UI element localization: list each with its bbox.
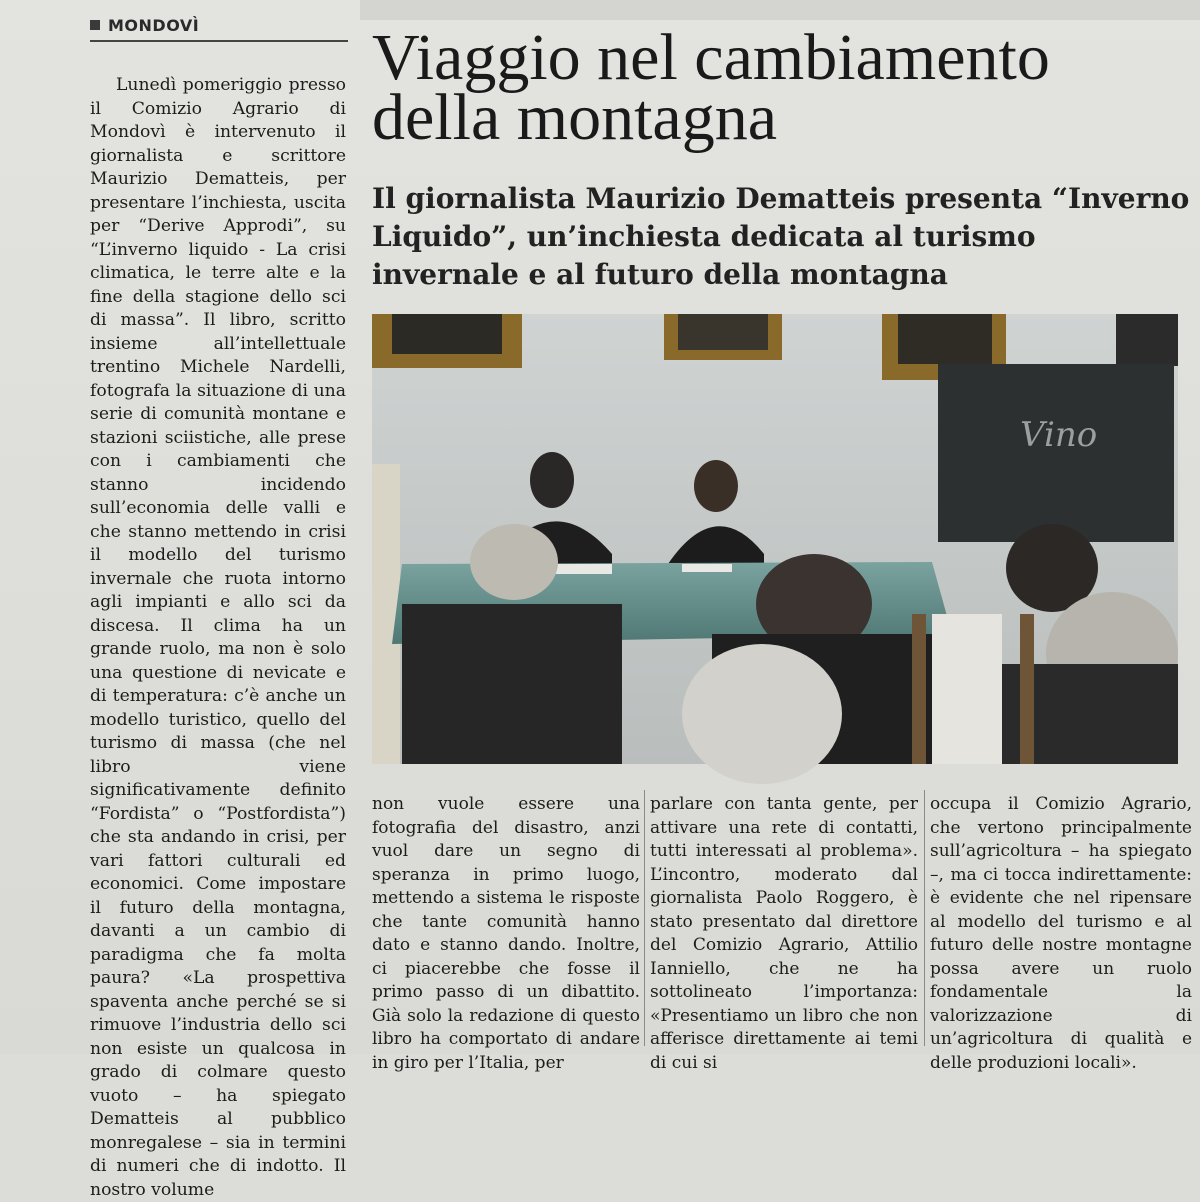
left-column xyxy=(90,74,346,1200)
article-photo xyxy=(372,314,1178,764)
headline: Viaggio nel cambiamento della montagna xyxy=(372,21,1050,154)
body-column-3 xyxy=(930,793,1192,1073)
section-rule xyxy=(90,40,348,42)
subheadline: Il giornalista Maurizio Dematteis presenta “Inverno Liquido”, un’inchiesta dedicata al turismo invernale e al futuro della montagna xyxy=(372,182,1190,291)
section-square-icon xyxy=(90,20,100,30)
blackboard-text: Vino xyxy=(1020,415,1098,455)
body-column-1 xyxy=(372,793,640,1073)
previous-article-bleed xyxy=(360,0,1200,20)
body-column-3-text: occupa il Comizio Agrario, che vertono principalmente sull’agricoltura – ha spiegato –, ma ci tocca indirettamente: è evidente che nel ripensare al modello del turismo e al futuro delle nostre montagne possa avere un ruolo fondamentale la valorizzazione di un’agricoltura di qualità e delle produzioni locali». xyxy=(930,794,1192,1073)
body-column-2 xyxy=(650,793,918,1073)
audience-head xyxy=(682,644,842,784)
speaker-2-head xyxy=(694,460,738,512)
section-label-text: MONDOVÌ xyxy=(108,15,200,35)
body-column-2-text: parlare con tanta gente, per attivare una rete di contatti, tutti interessati al problema». L’incontro, moderato dal giornalista Paolo Roggero, è stato presentato dal direttore del Comizio Agrario, Attilio Ianniello, che ne ha sottolineato l’importanza: «Presentiamo un libro che non afferisce direttamente ai temi di cui si xyxy=(650,794,918,1073)
speaker-1-head xyxy=(530,452,574,508)
column-rule xyxy=(924,790,925,1046)
column-rule xyxy=(644,790,645,1046)
section-label xyxy=(90,14,199,36)
photo-illustration xyxy=(372,314,1178,764)
body-column-1-text: non vuole essere una fotografia del disastro, anzi vuol dare un segno di speranza in primo luogo, mettendo a sistema le risposte che tante comunità hanno dato e stanno dando. Inoltre, ci piacerebbe che fosse il primo passo di un dibattito. Già solo la redazione di questo libro ha comportato di andare in giro per l’Italia, per xyxy=(372,794,640,1073)
left-column-text: Lunedì pomeriggio presso il Comizio Agrario di Mondovì è intervenuto il giornalista e scrittore Maurizio Dematteis, per presentare l’inchiesta, uscita per “Derive Approdi”, su “L’inverno liquido - La crisi climatica, le terre alte e la fine della stagione dello sci di massa”. Il libro, scritto insieme all’intellettuale trentino Michele Nardelli, fotografa la situazione di una serie di comunità montane e stazioni sciistiche, alle prese con i cambiamenti che stanno incidendo sull’economia delle valli e che stanno mettendo in crisi il modello del turismo invernale che ruota intorno agli impianti e allo sci da discesa. Il clima ha un grande ruolo, ma non è solo una questione di nevicate e di temperatura: c’è anche un modello turistico, quello del turismo di massa (che nel libro viene significativamente definito “Fordista” o “Postfordista”) che sta andando in crisi, per vari fattori culturali ed economici. Come impostare il futuro della montagna, davanti a un cambio di paradigma che fa molta paura? «La prospettiva spaventa anche perché se si rimuove l’industria dello sci non esiste un qualcosa in grado di colmare questo vuoto – ha spiegato Dematteis al pubblico monregalese – sia in termini di numeri che di indotto. Il nostro volume xyxy=(90,75,346,1200)
audience-head xyxy=(470,524,558,600)
